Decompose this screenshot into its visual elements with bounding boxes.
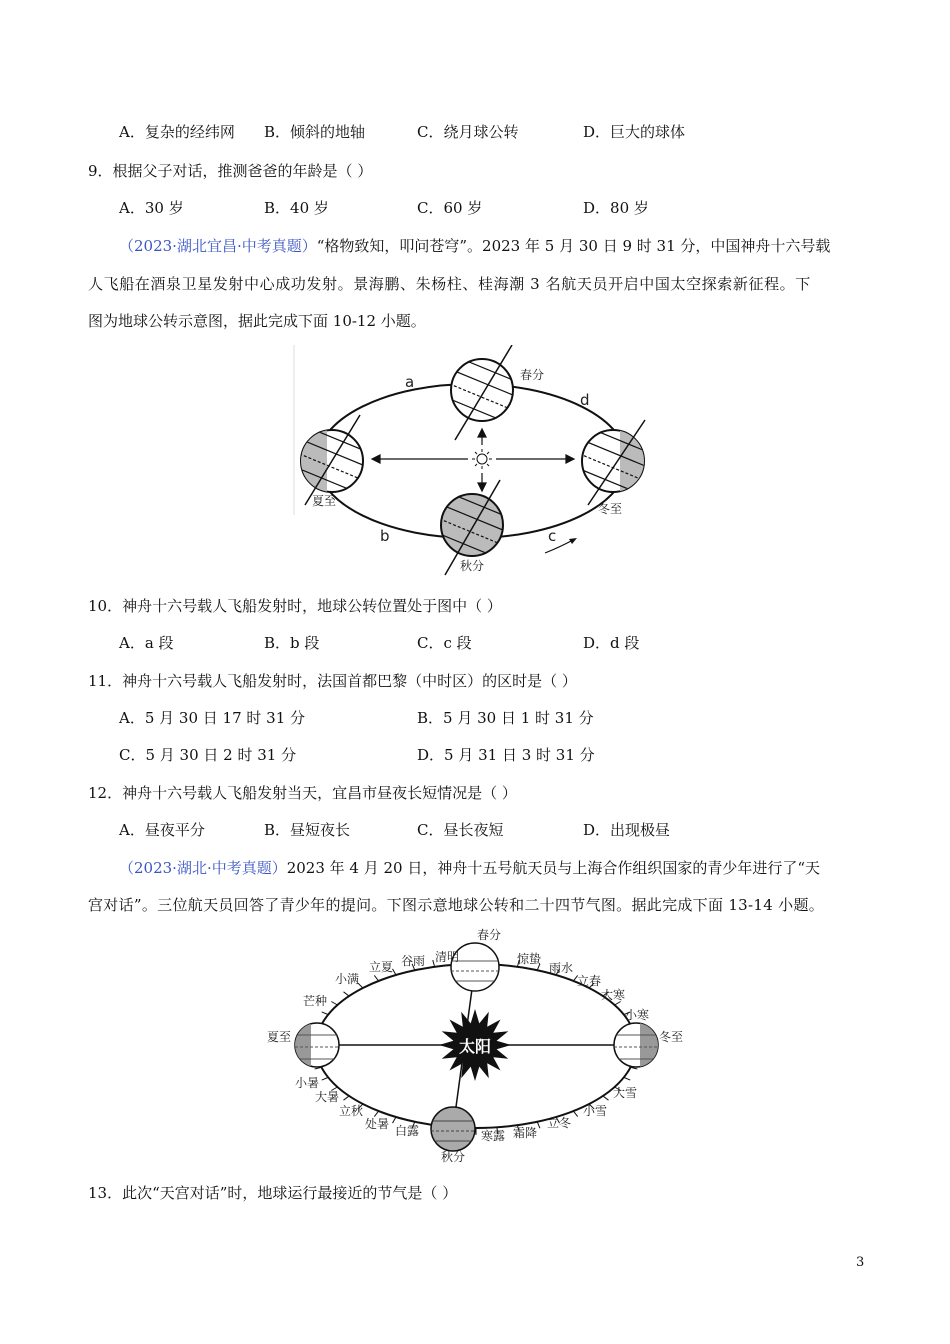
- term-label: 大雪: [613, 1086, 638, 1100]
- term-label: 霜降: [513, 1126, 538, 1140]
- passage2-text1: 2023 年 4 月 20 日，神舟十五号航天员与上海合作组织国家的青少年进行了“天: [286, 859, 821, 877]
- orbit-tick: [331, 1002, 337, 1006]
- segment-a-label: a: [405, 373, 415, 391]
- orbit-tick: [573, 1111, 577, 1117]
- spring-equinox-label: 春分: [520, 368, 545, 382]
- q8-option-a: A．复杂的经纬网: [119, 123, 235, 141]
- q11-option-c: C．5 月 30 日 2 时 31 分: [119, 746, 297, 764]
- term-label: 春分: [477, 928, 502, 942]
- q8-option-c: C．绕月球公转: [417, 123, 519, 141]
- orbit-tick: [322, 1012, 328, 1015]
- term-label: 立冬: [547, 1116, 572, 1130]
- q10-stem: 10．神舟十六号载人飞船发射时，地球公转位置处于图中（ ）: [88, 597, 502, 615]
- orbit-tick: [603, 1096, 609, 1100]
- q13-stem: 13．此次“天宫对话”时，地球运行最接近的节气是（ ）: [88, 1184, 458, 1202]
- term-label: 芒种: [303, 994, 328, 1008]
- sun-icon: [472, 449, 492, 469]
- segment-c-label: c: [548, 527, 557, 545]
- sun-label: 太阳: [458, 1037, 492, 1056]
- passage2-source: （2023·湖北·中考真题）: [119, 859, 287, 877]
- q9-option-c: C．60 岁: [417, 199, 483, 217]
- passage2-line1: [119, 857, 820, 878]
- orbit-tick: [344, 992, 350, 996]
- q11-stem: 11．神舟十六号载人飞船发射时，法国首都巴黎（中时区）的区时是（ ）: [88, 672, 577, 690]
- q8-option-d: D．巨大的球体: [583, 123, 686, 141]
- orbit-tick: [344, 1096, 350, 1100]
- q11-option-b: B．5 月 30 日 1 时 31 分: [417, 709, 594, 727]
- earth-winter-icon: [614, 1023, 660, 1067]
- term-label: 谷雨: [401, 954, 426, 968]
- solar-terms-diagram: [265, 925, 695, 1170]
- term-label: 立秋: [339, 1104, 364, 1118]
- term-label: 大寒: [601, 988, 626, 1002]
- orbit-tick: [624, 1077, 630, 1080]
- term-label: 清明: [435, 950, 460, 964]
- term-label: 小暑: [295, 1076, 320, 1090]
- term-label: 处暑: [365, 1117, 390, 1131]
- q10-option-c: C．c 段: [417, 634, 472, 652]
- term-label: 小满: [335, 972, 360, 986]
- q8-option-b: B．倾斜的地轴: [264, 123, 366, 141]
- term-label: 小雪: [583, 1104, 608, 1118]
- q9-option-b: B．40 岁: [264, 199, 329, 217]
- term-label: 立夏: [369, 960, 394, 974]
- earth-spring-icon: [440, 345, 525, 440]
- passage2-line2: 宫对话”。三位航天员回答了青少年的提问。下图示意地球公转和二十四节气图。据此完成下面 13-14 小题。: [88, 896, 825, 914]
- autumn-equinox-label: 秋分: [460, 559, 485, 573]
- q12-option-d: D．出现极昼: [583, 821, 671, 839]
- term-label: 大暑: [315, 1090, 340, 1104]
- passage1-line2: 人飞船在酒泉卫星发射中心成功发射。景海鹏、朱杨柱、桂海潮 3 名航天员开启中国太空探索新征程。下: [88, 275, 811, 293]
- orbit-tick: [537, 1122, 540, 1128]
- term-label: 夏至: [267, 1030, 292, 1044]
- term-label: 惊蛰: [517, 952, 542, 966]
- sun-star-icon: [439, 1009, 511, 1081]
- q9-stem: 9．根据父子对话，推测爸爸的年龄是（ ）: [88, 162, 373, 180]
- q12-option-b: B．昼短夜长: [264, 821, 351, 839]
- passage1-line1: [119, 235, 830, 256]
- orbit-tick: [615, 1002, 621, 1006]
- earth-summer-icon: [295, 1023, 339, 1067]
- earth-winter-icon: [570, 420, 655, 505]
- q11-option-d: D．5 月 31 日 3 时 31 分: [417, 746, 595, 764]
- orbit-tick: [322, 1077, 328, 1080]
- term-label: 雨水: [549, 961, 574, 975]
- passage1-line3: 图为地球公转示意图，据此完成下面 10-12 小题。: [88, 312, 426, 330]
- earth-revolution-diagram: [290, 345, 670, 580]
- page-number: 3: [856, 1255, 865, 1270]
- term-label: 冬至: [659, 1030, 684, 1044]
- q11-option-a: A．5 月 30 日 17 时 31 分: [119, 709, 306, 727]
- segment-b-label: b: [380, 527, 390, 545]
- q10-option-d: D．d 段: [583, 634, 640, 652]
- term-label: 立春: [577, 974, 602, 988]
- q12-option-a: A．昼夜平分: [119, 821, 205, 839]
- passage1-text1: “格物致知，叩问苍穹”。2023 年 5 月 30 日 9 时 31 分，中国神舟十六号载: [316, 237, 831, 255]
- q12-stem: 12．神舟十六号载人飞船发射当天，宜昌市昼夜长短情况是（ ）: [88, 784, 517, 802]
- q10-option-a: A．a 段: [119, 634, 174, 652]
- orbit-tick: [374, 1111, 378, 1117]
- summer-solstice-label: 夏至: [312, 494, 337, 508]
- segment-d-label: d: [580, 391, 590, 409]
- term-label: 秋分: [441, 1150, 466, 1164]
- orbit-tick: [393, 1117, 397, 1123]
- q9-option-d: D．80 岁: [583, 199, 649, 217]
- passage1-source: （2023·湖北宜昌·中考真题）: [119, 237, 317, 255]
- q10-option-b: B．b 段: [264, 634, 320, 652]
- earth-autumn-icon: [431, 1107, 475, 1151]
- q9-option-a: A．30 岁: [119, 199, 184, 217]
- winter-solstice-label: 冬至: [598, 502, 623, 516]
- q12-option-c: C．昼长夜短: [417, 821, 504, 839]
- orbit-tick: [374, 975, 378, 981]
- orbit-tick: [393, 969, 397, 975]
- term-label: 寒露: [481, 1129, 506, 1143]
- term-label: 小寒: [625, 1008, 650, 1022]
- term-label: 白露: [395, 1124, 420, 1138]
